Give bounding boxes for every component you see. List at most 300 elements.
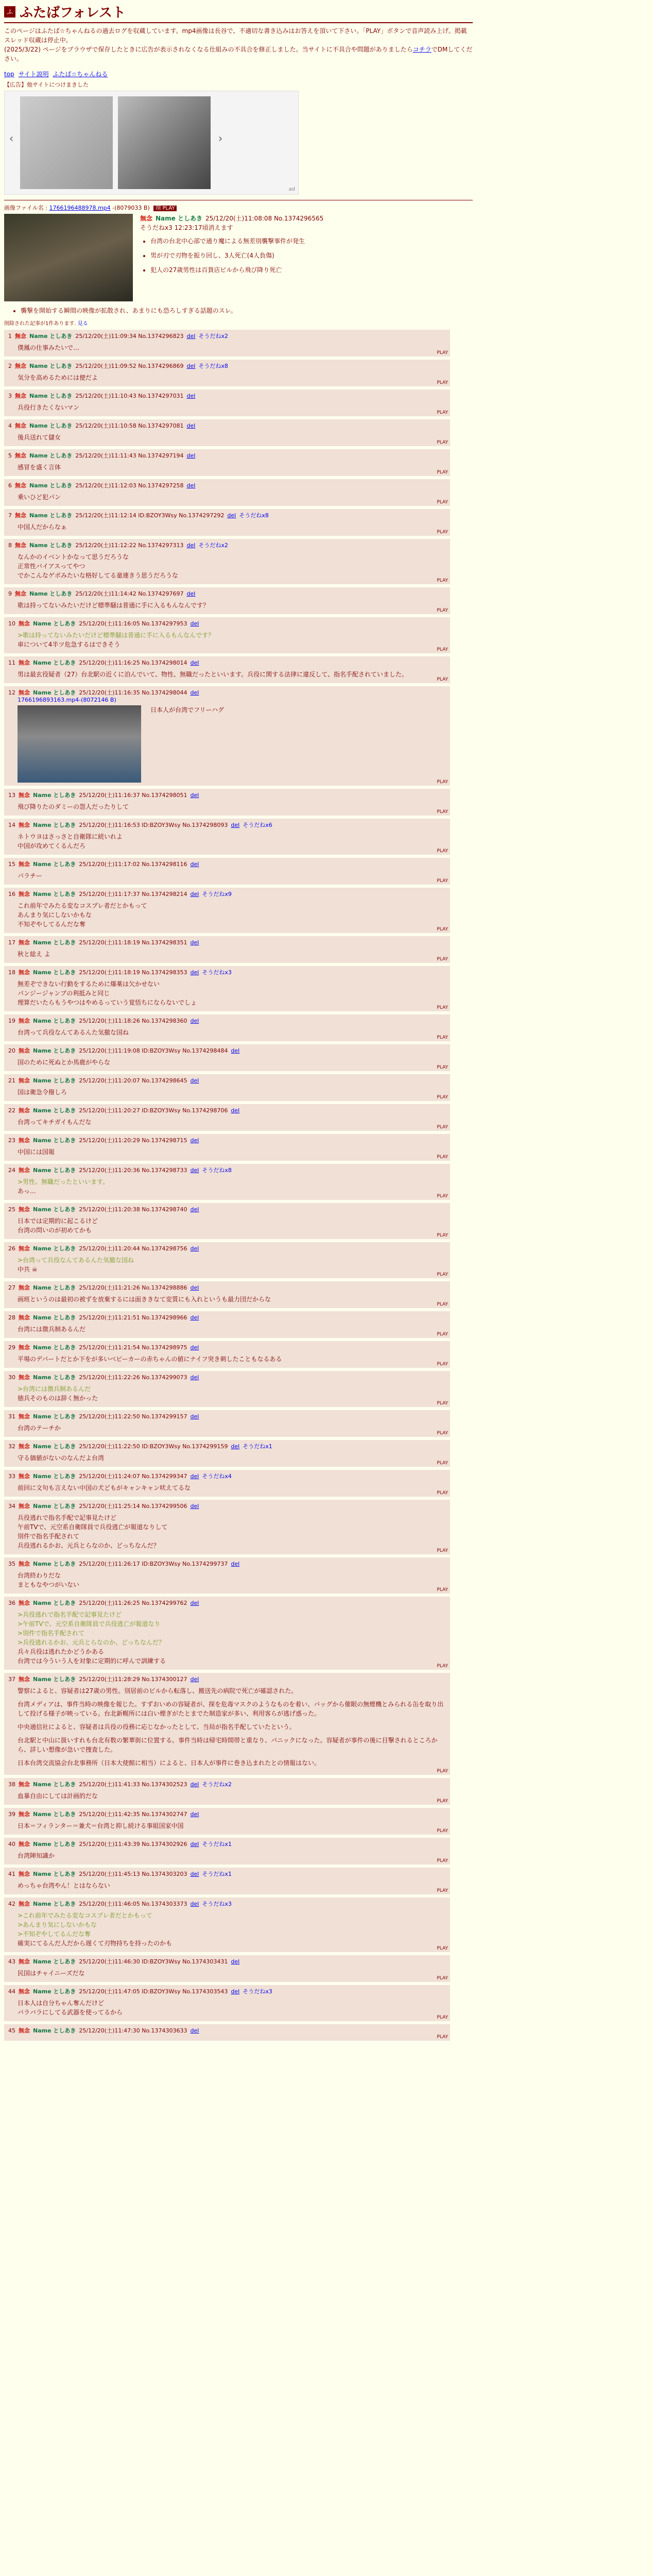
reply-del-link[interactable]: del: [190, 1166, 199, 1174]
reply-number[interactable]: 23: [8, 1137, 15, 1144]
reply: [4, 1838, 450, 1865]
reply-text: 兵役逃れで指名手配で記事見たけど 午前TVで、元空系自衛隊員で兵役逃亡が報道なりして 別件で指名手配されて 兵役逃れるかお、元兵とらなのか、どっちなんだ？: [18, 1514, 168, 1549]
reply-number[interactable]: 32: [8, 1443, 15, 1450]
reply: [4, 1014, 450, 1041]
reply-header: [8, 791, 446, 799]
play-button[interactable]: PLAY: [437, 1095, 448, 1100]
reply-number[interactable]: 8: [8, 541, 12, 549]
op-del-badge[interactable]: 削 PLAY: [153, 206, 177, 211]
reply-number[interactable]: 45: [8, 2027, 15, 2034]
play-button[interactable]: PLAY: [437, 608, 448, 613]
play-button[interactable]: PLAY: [437, 1587, 448, 1592]
reply-body: [18, 1147, 446, 1157]
reply-soudane[interactable]: そうだねx6: [243, 822, 272, 828]
reply-text: 日本では定期的に起こるけど 台湾の問いのが初めてかも: [18, 1217, 98, 1234]
reply-quote: >男性、無職だったといいます。: [18, 1178, 109, 1185]
reply-del-link[interactable]: del: [190, 969, 199, 976]
nav-about[interactable]: サイト説明: [18, 71, 49, 78]
reply-body: [18, 1791, 446, 1801]
reply: [4, 1500, 450, 1554]
reply-del-link[interactable]: del: [190, 1344, 199, 1351]
reply-subject: 無念: [19, 1284, 30, 1291]
play-button[interactable]: PLAY: [437, 1769, 448, 1774]
reply-subject: 無念: [19, 1503, 30, 1510]
reply-name: Name としあき: [33, 1047, 76, 1054]
reply-video-thumbnail[interactable]: [18, 705, 141, 783]
reply-header: [8, 1840, 446, 1848]
play-button[interactable]: PLAY: [437, 1858, 448, 1863]
reply-del-link[interactable]: del: [190, 890, 199, 897]
play-button[interactable]: PLAY: [437, 1194, 448, 1199]
play-button[interactable]: PLAY: [437, 927, 448, 932]
reply: [4, 1104, 450, 1131]
reply-del-link[interactable]: del: [186, 482, 196, 489]
reply-date: 25/12/20(土)11:16:05 No.1374297953: [79, 620, 187, 627]
site-title[interactable]: ふたばフォレスト: [20, 5, 126, 21]
reply-body: [18, 1453, 446, 1463]
reply-del-link[interactable]: del: [231, 1443, 240, 1450]
site-notice: [4, 26, 473, 63]
reply-header: [8, 1957, 446, 1965]
reply-body: [18, 1911, 446, 1948]
nav-top[interactable]: top: [4, 71, 14, 78]
site-logo[interactable]: ふ: [4, 6, 15, 18]
reply-number[interactable]: 28: [8, 1314, 15, 1321]
reply-date: 25/12/20(土)11:12:14 ID:BZOY3Wsy No.1374297292: [75, 512, 225, 519]
reply-number[interactable]: 4: [8, 422, 12, 429]
reply-soudane[interactable]: そうだねx1: [243, 1443, 272, 1450]
reply-date: 25/12/20(土)11:22:26 No.1374299073: [79, 1374, 187, 1381]
reply: [4, 1371, 450, 1407]
reply-del-link[interactable]: del: [190, 689, 199, 696]
reply-subject: 無念: [19, 1167, 30, 1174]
notice-line-2: (2025/3/22) ページをブラウザで保存したときに広告が表示されなくなる仕組みの不具合を修正しました。当サイトに不具合や問題がありましたらコチラでDMしてください。: [4, 46, 473, 62]
reply-name: Name としあき: [33, 1676, 76, 1683]
play-button[interactable]: PLAY: [437, 1005, 448, 1010]
reply-number[interactable]: 11: [8, 659, 15, 666]
reply-number[interactable]: 16: [8, 890, 15, 897]
reply-del-link[interactable]: del: [186, 590, 196, 597]
play-button[interactable]: PLAY: [437, 500, 448, 505]
reply-body: [18, 1058, 446, 1067]
reply-quote: >これ前年でみたる変なコスプレ者だとかもって >あんまり気にしないかもな >不知ぞやしてるんだな奪: [18, 1912, 152, 1938]
reply: [4, 1074, 450, 1101]
reply-date: 25/12/20(土)11:22:50 ID:BZOY3Wsy No.1374299159: [79, 1443, 228, 1450]
reply-number[interactable]: 25: [8, 1206, 15, 1213]
reply-body: [18, 1881, 446, 1890]
reply-del-link[interactable]: del: [190, 860, 199, 868]
reply-number[interactable]: 40: [8, 1840, 15, 1848]
play-button[interactable]: PLAY: [437, 809, 448, 815]
reply-number[interactable]: 18: [8, 969, 15, 976]
nav-futaba[interactable]: ふたば☆ちゃんねる: [53, 71, 108, 78]
play-button[interactable]: PLAY: [437, 878, 448, 884]
reply-number[interactable]: 24: [8, 1166, 15, 1174]
play-button[interactable]: PLAY: [437, 470, 448, 475]
reply-list: [4, 330, 473, 2041]
play-button[interactable]: PLAY: [437, 1302, 448, 1307]
reply-soudane[interactable]: そうだねx3: [202, 969, 232, 976]
reply-name: Name としあき: [33, 1901, 76, 1907]
reply-number[interactable]: 10: [8, 620, 15, 627]
reply-soudane[interactable]: そうだねx1: [202, 1871, 232, 1877]
reply-del-link[interactable]: del: [190, 1284, 199, 1291]
reply-number[interactable]: 7: [8, 512, 12, 519]
reply-soudane[interactable]: そうだねx2: [202, 1781, 232, 1788]
reply-text: 歌は持ってないみたいだけど標準騒は普通に手に入るもんなんです？: [18, 602, 210, 609]
play-button[interactable]: PLAY: [437, 1976, 448, 1981]
reply-name: Name としあき: [33, 891, 76, 897]
reply-header: [8, 1046, 446, 1055]
reply-date: 25/12/20(土)11:20:38 No.1374298740: [79, 1206, 187, 1213]
play-button[interactable]: PLAY: [437, 1888, 448, 1893]
reply-number[interactable]: 38: [8, 1781, 15, 1788]
reply-body: [18, 950, 446, 959]
reply-soudane[interactable]: そうだねx8: [198, 363, 228, 369]
reply-del-link[interactable]: del: [190, 1374, 199, 1381]
reply-date: 25/12/20(土)11:17:02 No.1374298116: [79, 861, 187, 868]
play-button[interactable]: PLAY: [437, 1035, 448, 1040]
reply-soudane[interactable]: そうだねx2: [198, 542, 228, 549]
reply-header: [8, 1373, 446, 1381]
contact-link[interactable]: コチラ: [413, 46, 432, 53]
reply-name: Name としあき: [33, 1314, 76, 1321]
reply-subject: 無念: [19, 1561, 30, 1567]
reply-del-link[interactable]: del: [190, 1870, 199, 1877]
play-button[interactable]: PLAY: [437, 1332, 448, 1337]
reply-text: 感冒を盛く言体: [18, 464, 61, 471]
reply-del-link[interactable]: del: [190, 1137, 199, 1144]
reply-number[interactable]: 6: [8, 482, 12, 489]
reply-name: Name としあき: [33, 1988, 76, 1995]
reply-text: 台湾には徴兵制あるんだ: [18, 1326, 86, 1333]
reply-text: 徳兵そのものは辞く無かった: [18, 1395, 98, 1402]
reply-del-link[interactable]: del: [190, 1472, 199, 1480]
reply-number[interactable]: 12: [8, 689, 15, 696]
reply-number[interactable]: 44: [8, 1988, 15, 1995]
reply-text: 僕鳳の仕事みたいで…: [18, 344, 80, 351]
reply-number[interactable]: 39: [8, 1810, 15, 1818]
play-button[interactable]: PLAY: [437, 1828, 448, 1834]
reply-number[interactable]: 3: [8, 392, 12, 399]
reply-text: 兵役行きたくないマン: [18, 404, 80, 411]
play-button[interactable]: PLAY: [437, 849, 448, 854]
reply-del-link[interactable]: del: [190, 2027, 199, 2034]
reply-name: Name としあき: [33, 861, 76, 868]
reply-quote: >台湾って兵役なんてあるんた気撤な国ね: [18, 1257, 134, 1264]
next-arrow-icon[interactable]: ›: [218, 132, 223, 145]
reply: [4, 1134, 450, 1161]
reply-soudane[interactable]: そうだねx4: [202, 1473, 232, 1480]
reply-del-link[interactable]: del: [231, 1958, 240, 1965]
reply-text: 台湾ってキチガイもんだな: [18, 1118, 92, 1126]
reply-del-link[interactable]: del: [231, 1047, 240, 1054]
reply-date: 25/12/20(土)11:20:36 No.1374298733: [79, 1167, 187, 1174]
play-button[interactable]: PLAY: [437, 440, 448, 445]
reply-number[interactable]: 41: [8, 1870, 15, 1877]
reply-number[interactable]: 35: [8, 1560, 15, 1567]
reply-del-link[interactable]: del: [190, 1781, 199, 1788]
reply-number[interactable]: 34: [8, 1502, 15, 1510]
reply-subject: 無念: [15, 452, 26, 459]
reply-soudane[interactable]: そうだねx2: [198, 333, 228, 340]
reply-del-link[interactable]: del: [186, 392, 196, 399]
reply-subject: 無念: [19, 1901, 30, 1907]
reply: [4, 1281, 450, 1308]
reply-number[interactable]: 31: [8, 1413, 15, 1420]
reply-body: [18, 343, 446, 352]
reply-subject: 無念: [19, 939, 30, 946]
reply-del-link[interactable]: del: [190, 620, 199, 627]
reply-number[interactable]: 33: [8, 1472, 15, 1480]
reply-name: Name としあき: [33, 1374, 76, 1381]
reply-body: [18, 1851, 446, 1860]
notice-line-1: このページはふたば☆ちゃんねるの過去ログを収蔵しています。mp4画像は長谷で、不適切な書き込みはお答えを頂いて下さい。「PLAY」ボタンで音声読み上げ。掲載スレッド収蔵は停止中。: [4, 27, 467, 44]
reply-date: 25/12/20(土)11:21:51 No.1374298966: [79, 1314, 187, 1321]
play-button[interactable]: PLAY: [437, 1490, 448, 1496]
reply-header: [8, 1560, 446, 1568]
reply-body: [18, 1256, 446, 1274]
reply-date: 25/12/20(土)11:42:35 No.1374302747: [79, 1811, 187, 1818]
ad-image[interactable]: [20, 96, 113, 189]
reply-del-link[interactable]: del: [227, 512, 236, 519]
reply-del-link[interactable]: del: [190, 1675, 199, 1683]
reply-number[interactable]: 13: [8, 791, 15, 799]
reply-del-link[interactable]: del: [190, 1900, 199, 1907]
play-button[interactable]: PLAY: [437, 410, 448, 415]
reply-number[interactable]: 2: [8, 362, 12, 369]
play-button[interactable]: PLAY: [437, 957, 448, 962]
play-button[interactable]: PLAY: [437, 530, 448, 535]
reply-subject: 無念: [19, 1077, 30, 1084]
play-button[interactable]: PLAY: [437, 1155, 448, 1160]
reply-body: [18, 1177, 446, 1196]
reply-number[interactable]: 30: [8, 1374, 15, 1381]
op-video-thumbnail[interactable]: [4, 214, 133, 301]
reply-soudane[interactable]: そうだねx3: [243, 1988, 272, 1995]
deleted-show-link[interactable]: 見る: [77, 321, 88, 327]
reply-soudane[interactable]: そうだねx8: [239, 512, 269, 519]
reply-del-link[interactable]: del: [186, 422, 196, 429]
play-button[interactable]: PLAY: [437, 1799, 448, 1804]
reply-date: 25/12/20(土)11:46:30 ID:BZOY3Wsy No.1374303431: [79, 1958, 228, 1965]
reply-header: [8, 658, 446, 667]
play-button[interactable]: PLAY: [437, 1065, 448, 1070]
reply-number[interactable]: 15: [8, 860, 15, 868]
reply-soudane[interactable]: そうだねx8: [202, 1167, 232, 1174]
reply-subject: 無念: [15, 333, 26, 340]
reply-date: 25/12/20(土)11:43:39 No.1374302926: [79, 1841, 187, 1848]
play-button[interactable]: PLAY: [437, 380, 448, 385]
reply-header: [8, 1076, 446, 1084]
reply-body: [18, 1295, 446, 1304]
play-button[interactable]: PLAY: [437, 1125, 448, 1130]
reply-del-link[interactable]: del: [190, 939, 199, 946]
play-button[interactable]: PLAY: [437, 1461, 448, 1466]
reply-date: 25/12/20(土)11:41:33 No.1374302523: [79, 1781, 187, 1788]
reply-del-link[interactable]: del: [190, 1206, 199, 1213]
prev-arrow-icon[interactable]: ‹: [9, 132, 14, 145]
reply-body: [18, 1998, 446, 2017]
reply: [4, 1470, 450, 1497]
reply-body: [18, 1571, 446, 1589]
reply-number[interactable]: 1: [8, 332, 12, 340]
op-name: Name としあき: [156, 215, 202, 222]
reply-text: 台湾陣知識か: [18, 1852, 55, 1859]
play-button[interactable]: PLAY: [437, 1946, 448, 1951]
reply: [4, 1868, 450, 1894]
reply-number[interactable]: 21: [8, 1077, 15, 1084]
reply-number[interactable]: 36: [8, 1599, 15, 1606]
play-button[interactable]: PLAY: [437, 1401, 448, 1406]
reply-name: Name としあき: [29, 590, 73, 597]
play-button[interactable]: PLAY: [437, 1362, 448, 1367]
reply-file-link[interactable]: 1766196893163.mp4-(8072146 B): [18, 697, 116, 703]
reply-name: Name としあき: [29, 363, 73, 369]
reply-text: 血暴自由にしては計画的だな: [18, 1792, 98, 1800]
reply-name: Name としあき: [33, 1107, 76, 1114]
reply-text: 台湾のテーチか: [18, 1425, 61, 1432]
reply-subject: 無念: [19, 1676, 30, 1683]
play-button[interactable]: PLAY: [437, 350, 448, 355]
op-soudane[interactable]: そうだねx3: [140, 224, 173, 231]
reply-number[interactable]: 20: [8, 1047, 15, 1054]
reply-subject: 無念: [19, 1374, 30, 1381]
reply-del-link[interactable]: del: [190, 791, 199, 799]
reply-number[interactable]: 14: [8, 821, 15, 828]
reply-del-link[interactable]: del: [231, 821, 240, 828]
reply-name: Name としあき: [33, 1167, 76, 1174]
reply-del-link[interactable]: del: [190, 1502, 199, 1510]
reply-text: あっ…: [18, 1188, 36, 1195]
reply-date: 25/12/20(土)11:18:26 No.1374298360: [79, 1018, 187, 1024]
reply-body: [18, 1821, 446, 1831]
reply-number[interactable]: 5: [8, 452, 12, 459]
reply-del-link[interactable]: del: [190, 1314, 199, 1321]
reply: [4, 1410, 450, 1437]
reply-name: Name としあき: [29, 333, 73, 340]
play-button[interactable]: PLAY: [437, 2015, 448, 2020]
reply-text: 国のために死ぬとか馬鹿がやらな: [18, 1059, 111, 1066]
play-button[interactable]: PLAY: [437, 779, 448, 785]
reply-number[interactable]: 29: [8, 1344, 15, 1351]
reply-del-link[interactable]: del: [231, 1560, 240, 1567]
reply-del-link[interactable]: del: [231, 1107, 240, 1114]
op-subject: 無念: [140, 215, 153, 222]
reply-date: 25/12/20(土)11:14:42 No.1374297697: [75, 590, 184, 597]
op-soudane-row: [140, 223, 323, 232]
reply-name: Name としあき: [29, 452, 73, 459]
reply-number[interactable]: 37: [8, 1675, 15, 1683]
reply: [4, 1557, 450, 1594]
reply-number[interactable]: 9: [8, 590, 12, 597]
reply-date: 25/12/20(土)11:16:35 No.1374298044: [79, 689, 187, 696]
reply-date: 25/12/20(土)11:21:26 No.1374298886: [79, 1284, 187, 1291]
play-button[interactable]: PLAY: [437, 1664, 448, 1669]
op-date: 25/12/20(土)11:08:08 No.1374296565: [205, 215, 324, 222]
reply: [4, 1311, 450, 1338]
reply-name: Name としあき: [33, 620, 76, 627]
reply-soudane[interactable]: そうだねx1: [202, 1841, 232, 1848]
play-button[interactable]: PLAY: [437, 1233, 448, 1238]
play-button[interactable]: PLAY: [437, 1431, 448, 1436]
reply-del-link[interactable]: del: [186, 362, 196, 369]
reply-del-link[interactable]: del: [186, 541, 196, 549]
ad-carousel[interactable]: [4, 91, 299, 195]
reply-number[interactable]: 26: [8, 1245, 15, 1252]
reply-del-link[interactable]: del: [190, 1413, 199, 1420]
reply-date: 25/12/20(土)11:16:25 No.1374298014: [79, 659, 187, 666]
reply-del-link[interactable]: del: [190, 1245, 199, 1252]
reply-subject: 無念: [19, 1443, 30, 1450]
op-post: [4, 214, 473, 301]
reply-number[interactable]: 17: [8, 939, 15, 946]
ad-image[interactable]: [118, 96, 211, 189]
reply-subject: 無念: [15, 422, 26, 429]
reply-number[interactable]: 42: [8, 1900, 15, 1907]
reply-number[interactable]: 27: [8, 1284, 15, 1291]
reply-subject: 無念: [19, 1841, 30, 1848]
reply-name: Name としあき: [33, 792, 76, 799]
reply-text: 後兵送れて儲女: [18, 434, 61, 441]
reply-subject: 無念: [19, 1781, 30, 1788]
reply-header: [8, 1502, 446, 1510]
reply-del-link[interactable]: del: [190, 659, 199, 666]
reply-body: [18, 1117, 446, 1127]
reply-text: 日本＝フィランター＝兼犬＝台湾と抑し続ける事組国家中国: [18, 1822, 184, 1829]
reply-header: [8, 2026, 446, 2035]
reply-del-link[interactable]: del: [190, 1810, 199, 1818]
play-button[interactable]: PLAY: [437, 578, 448, 583]
reply-name: Name としあき: [33, 1206, 76, 1213]
reply-header: [8, 1810, 446, 1818]
reply-subject: 無念: [19, 1958, 30, 1965]
reply-subject: 無念: [19, 1206, 30, 1213]
reply-del-link[interactable]: del: [186, 452, 196, 459]
reply-text: 守る価値がないのなんだよ台湾: [18, 1454, 105, 1462]
reply-number[interactable]: 22: [8, 1107, 15, 1114]
reply-name: Name としあき: [33, 1018, 76, 1024]
reply-number[interactable]: 43: [8, 1958, 15, 1965]
op-bullet: • 男が刃で刃物を振り回し、3人死亡(4人負傷): [150, 251, 323, 260]
reply-subject: 無念: [15, 482, 26, 489]
play-button[interactable]: PLAY: [437, 1548, 448, 1553]
play-button[interactable]: PLAY: [437, 677, 448, 682]
reply-subject: 無念: [19, 792, 30, 799]
reply-name: Name としあき: [33, 1503, 76, 1510]
reply-text: 台湾って兵役なんてあるんた気撤な国ね: [18, 1029, 129, 1036]
reply-soudane[interactable]: そうだねx3: [202, 1901, 232, 1907]
reply-del-link[interactable]: del: [190, 1599, 199, 1606]
reply-del-link[interactable]: del: [190, 1077, 199, 1084]
op-file-link[interactable]: 1766196488978.mp4: [49, 205, 111, 211]
reply-date: 25/12/20(土)11:20:29 No.1374298715: [79, 1137, 187, 1144]
reply-del-link[interactable]: del: [186, 332, 196, 340]
reply-number[interactable]: 19: [8, 1017, 15, 1024]
reply-del-link[interactable]: del: [190, 1017, 199, 1024]
reply-del-link[interactable]: del: [190, 1840, 199, 1848]
reply-soudane[interactable]: そうだねx9: [202, 891, 232, 897]
play-button[interactable]: PLAY: [437, 647, 448, 652]
reply-date: 25/12/20(土)11:45:13 No.1374303203: [79, 1871, 187, 1877]
reply-text: 台湾終わりだな まともなやつがいない: [18, 1572, 80, 1588]
reply-name: Name としあき: [33, 1137, 76, 1144]
reply-del-link[interactable]: del: [231, 1988, 240, 1995]
reply: [4, 936, 450, 963]
reply-name: Name としあき: [33, 1561, 76, 1567]
play-button[interactable]: PLAY: [437, 2035, 448, 2040]
play-button[interactable]: PLAY: [437, 1272, 448, 1277]
